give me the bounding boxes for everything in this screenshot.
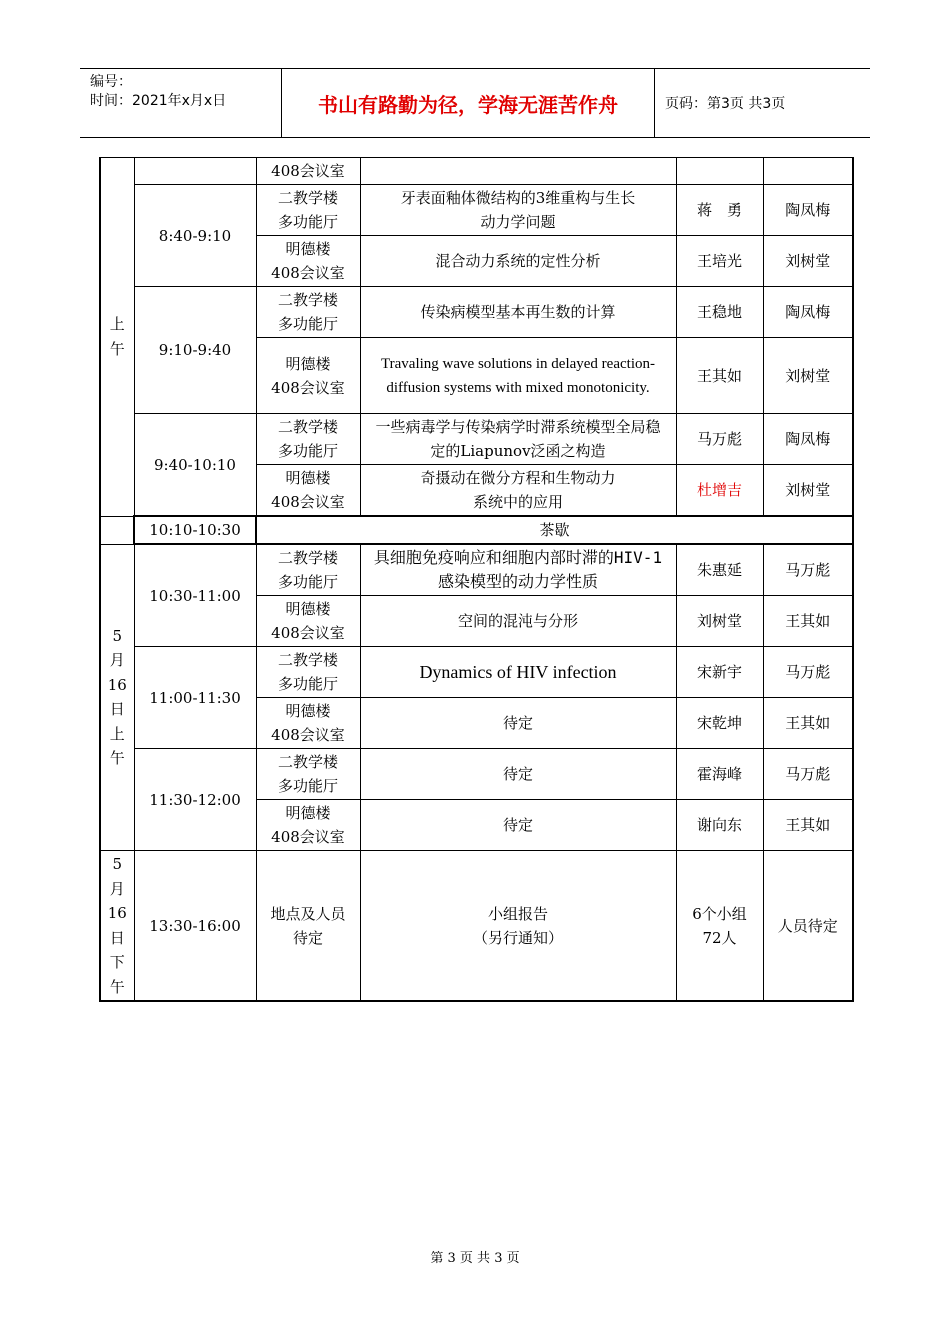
schedule-table	[99, 157, 854, 1002]
chair-cell: 王其如	[763, 800, 853, 851]
time-cell: 11:30-12:00	[134, 749, 256, 851]
venue-cell: 明德楼 408会议室	[256, 800, 360, 851]
chair-cell: 陶凤梅	[763, 414, 853, 465]
venue-cell: 二教学楼 多功能厅	[256, 185, 360, 236]
venue-cell: 二教学楼 多功能厅	[256, 647, 360, 698]
time-cell: 13:30-16:00	[134, 851, 256, 1002]
table-row	[100, 185, 853, 236]
time-cell	[134, 158, 256, 185]
venue-cell: 地点及人员 待定	[256, 851, 360, 1002]
topic-cell: 空间的混沌与分形	[360, 596, 676, 647]
topic-cell: 一些病毒学与传染病学时滞系统模型全局稳定的Liapunov泛函之构造	[360, 414, 676, 465]
table-row	[100, 158, 853, 185]
topic-cell: 牙表面釉体微结构的3维重构与生长 动力学问题	[360, 185, 676, 236]
chair-cell: 刘树堂	[763, 338, 853, 414]
table-row	[100, 414, 853, 465]
table-row	[100, 851, 853, 1002]
topic-cell: 具细胞免疫响应和细胞内部时滞的HIV-1感染模型的动力学性质	[360, 544, 676, 596]
doc-number-label: 编号：	[90, 74, 132, 90]
table-row	[100, 749, 853, 800]
session-label: 5 月 16 日 下 午	[100, 851, 134, 1002]
speaker-cell: 马万彪	[676, 414, 763, 465]
header-divider	[654, 69, 655, 137]
venue-cell: 二教学楼 多功能厅	[256, 414, 360, 465]
speaker-cell: 6个小组 72人	[676, 851, 763, 1002]
chair-cell: 人员待定	[763, 851, 853, 1002]
speaker-cell: 宋乾坤	[676, 698, 763, 749]
topic-cell: 奇摄动在微分方程和生物动力 系统中的应用	[360, 465, 676, 517]
table-row	[100, 287, 853, 338]
venue-cell: 明德楼 408会议室	[256, 698, 360, 749]
chair-cell: 王其如	[763, 596, 853, 647]
venue-cell: 408会议室	[256, 158, 360, 185]
time-cell: 9:40-10:10	[134, 414, 256, 517]
tea-break-row	[100, 516, 853, 544]
venue-cell: 明德楼 408会议室	[256, 338, 360, 414]
page-header	[80, 68, 870, 138]
chair-cell: 王其如	[763, 698, 853, 749]
topic-cell: Travaling wave solutions in delayed reaction-diffusion systems with mixed monotonicity.	[360, 338, 676, 414]
session-label: 上 午	[100, 158, 134, 517]
speaker-cell: 朱惠延	[676, 544, 763, 596]
chair-cell: 刘树堂	[763, 465, 853, 517]
topic-cell: Dynamics of HIV infection	[360, 647, 676, 698]
topic-cell: 混合动力系统的定性分析	[360, 236, 676, 287]
venue-cell: 明德楼 408会议室	[256, 465, 360, 517]
table-row	[100, 544, 853, 596]
chair-cell: 陶凤梅	[763, 185, 853, 236]
speaker-cell	[676, 158, 763, 185]
venue-cell: 二教学楼 多功能厅	[256, 287, 360, 338]
topic-cell: 小组报告 （另行通知）	[360, 851, 676, 1002]
chair-cell	[763, 158, 853, 185]
speaker-cell: 宋新宇	[676, 647, 763, 698]
speaker-cell: 谢向东	[676, 800, 763, 851]
speaker-cell: 蒋 勇	[676, 185, 763, 236]
header-motto: 书山有路勤为径，学海无涯苦作舟	[318, 92, 618, 117]
header-meta	[90, 73, 280, 111]
time-cell: 10:30-11:00	[134, 544, 256, 647]
table-row	[100, 647, 853, 698]
header-page-label: 页码：第3页 共3页	[665, 96, 786, 112]
speaker-cell: 王其如	[676, 338, 763, 414]
time-cell: 10:10-10:30	[134, 516, 256, 544]
venue-cell: 二教学楼 多功能厅	[256, 544, 360, 596]
topic-cell: 待定	[360, 800, 676, 851]
speaker-cell: 霍海峰	[676, 749, 763, 800]
speaker-cell: 刘树堂	[676, 596, 763, 647]
topic-cell	[360, 158, 676, 185]
session-label: 5 月 16 日 上 午	[100, 544, 134, 851]
topic-cell: 待定	[360, 698, 676, 749]
chair-cell: 马万彪	[763, 647, 853, 698]
topic-cell: 传染病模型基本再生数的计算	[360, 287, 676, 338]
tea-break-cell: 茶歇	[256, 516, 853, 544]
time-cell: 9:10-9:40	[134, 287, 256, 414]
chair-cell: 马万彪	[763, 544, 853, 596]
speaker-cell: 王稳地	[676, 287, 763, 338]
session-label-empty	[100, 516, 134, 544]
speaker-cell: 王培光	[676, 236, 763, 287]
page-footer: 第 3 页 共 3 页	[430, 1251, 520, 1266]
venue-cell: 明德楼 408会议室	[256, 236, 360, 287]
chair-cell: 陶凤梅	[763, 287, 853, 338]
venue-cell: 二教学楼 多功能厅	[256, 749, 360, 800]
chair-cell: 刘树堂	[763, 236, 853, 287]
doc-date-label: 时间：2021年x月x日	[90, 93, 227, 109]
speaker-cell-highlighted: 杜增吉	[676, 465, 763, 517]
chair-cell: 马万彪	[763, 749, 853, 800]
venue-cell: 明德楼 408会议室	[256, 596, 360, 647]
time-cell: 8:40-9:10	[134, 185, 256, 287]
topic-cell: 待定	[360, 749, 676, 800]
time-cell: 11:00-11:30	[134, 647, 256, 749]
